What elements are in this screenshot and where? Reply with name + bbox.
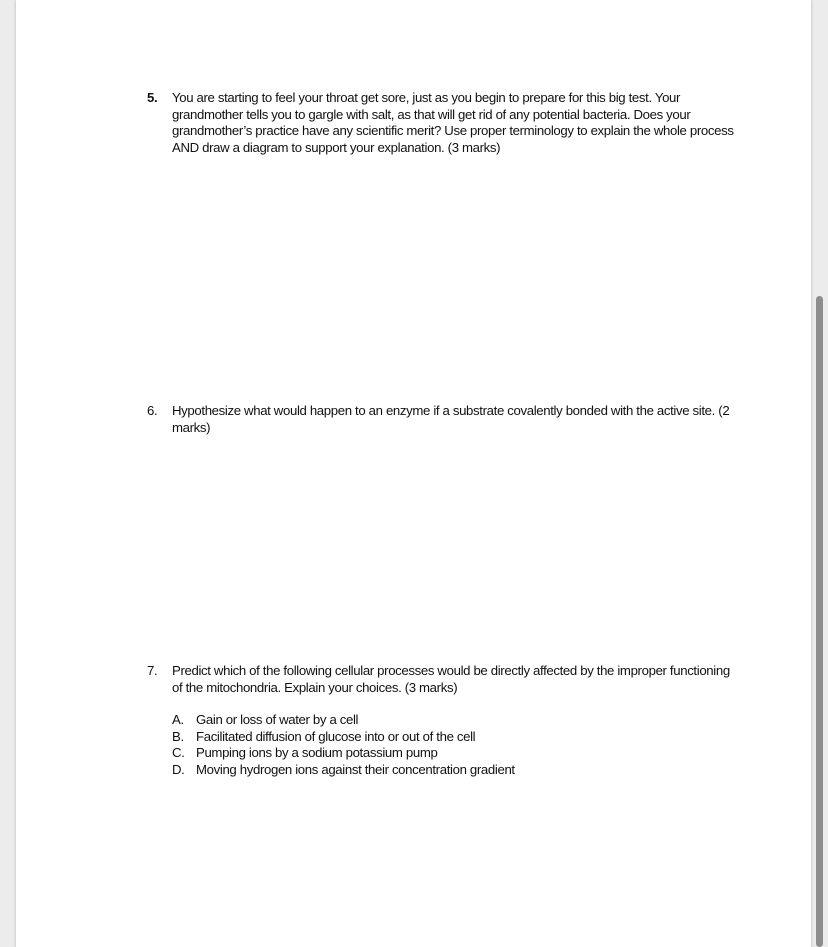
option-letter: C. xyxy=(172,745,185,760)
option-letter: B. xyxy=(172,728,184,744)
question-5 xyxy=(147,90,747,156)
option-text: Facilitated diffusion of glucose into or out of the cell xyxy=(196,728,476,744)
document-page xyxy=(16,0,811,947)
option-text: Gain or loss of water by a cell xyxy=(196,712,359,727)
option-text: Moving hydrogen ions against their concentration gradient xyxy=(196,761,515,777)
question-6 xyxy=(147,403,747,436)
option-d xyxy=(172,762,747,779)
question-text: Hypothesize what would happen to an enzyme if a substrate covalently bonded with the active site. (2 marks) xyxy=(172,403,730,435)
scrollbar-thumb[interactable] xyxy=(816,296,823,947)
option-letter: D. xyxy=(172,761,185,777)
question-7 xyxy=(147,663,747,778)
answer-options xyxy=(172,712,747,778)
option-text: Pumping ions by a sodium potassium pump xyxy=(196,745,438,760)
question-text: Predict which of the following cellular processes would be directly affected by the improper functioning of the mitochondria. Explain your choices. (3 marks) xyxy=(172,663,730,695)
question-number: 6. xyxy=(147,403,158,418)
option-b xyxy=(172,729,747,746)
option-a xyxy=(172,712,747,729)
question-number: 7. xyxy=(147,663,158,678)
option-c xyxy=(172,745,747,762)
question-number: 5. xyxy=(147,90,158,105)
option-letter: A. xyxy=(172,712,184,727)
question-text: You are starting to feel your throat get sore, just as you begin to prepare for this big test. Your grandmother tells you to gargle with salt, as that will get rid of any potential bacteria. Does your grandmother’s practice have any scientific merit? Use proper terminology to explain the whole process AND draw a diagram to support your explanation. (3 marks) xyxy=(172,90,734,155)
